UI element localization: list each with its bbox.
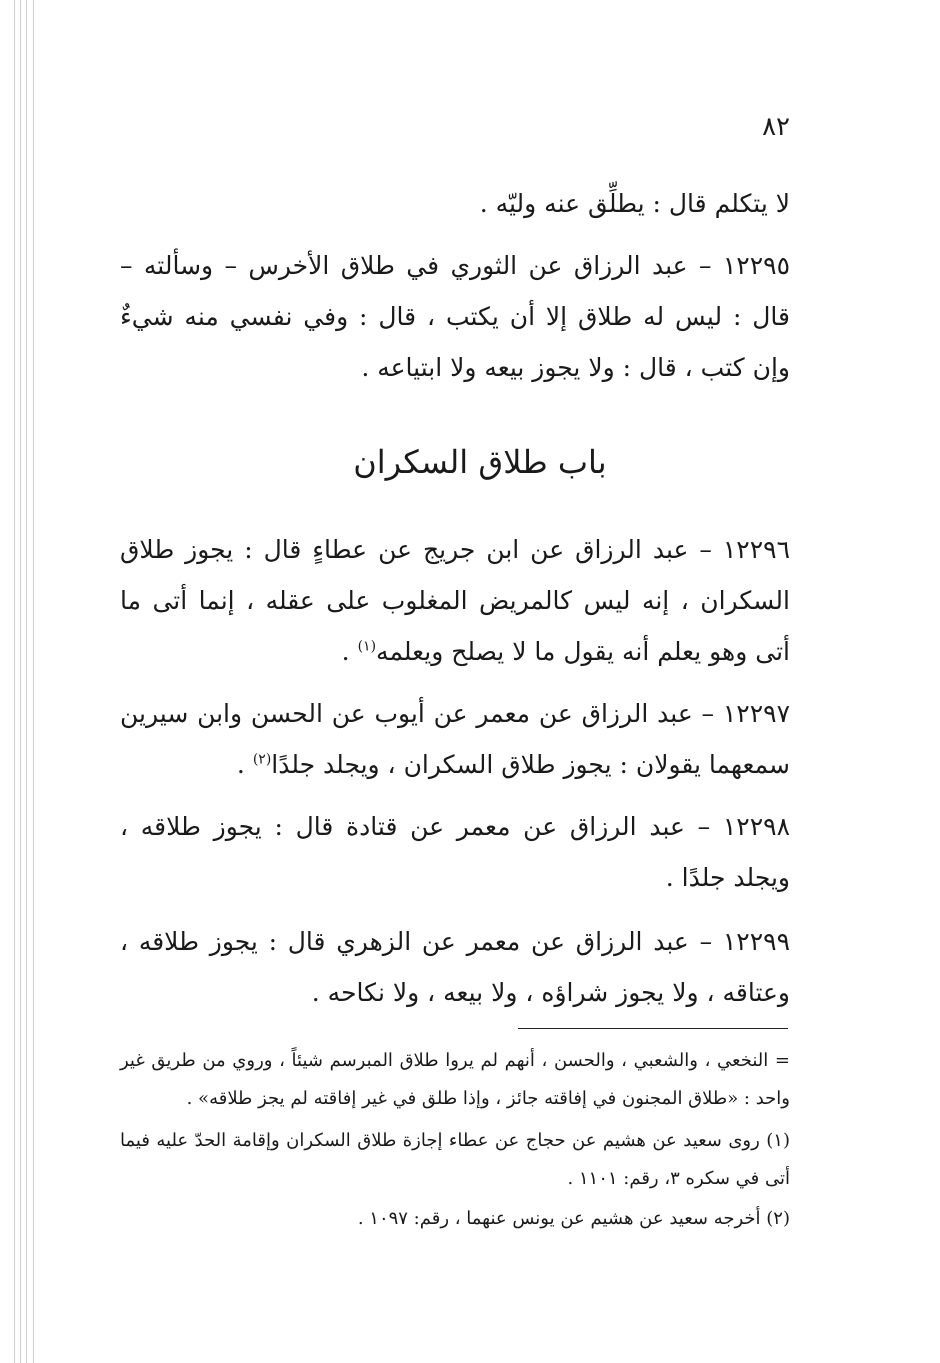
footnote-continuation: = النخعي ، والشعبي ، والحسن ، أنهم لم يروا طلاق المبرسم شيئاً ، وروي من طريق غير واحد : «طلاق المجنون في إفاقته جائز ، وإذا طلق في غير إفاقته لم يجز طلاقه» . (120, 1050, 790, 1109)
hadith-text: – عبد الرزاق عن الثوري في طلاق الأخرس – وسألته – قال : ليس له طلاق إلا أن يكتب ، قال : وفي نفسي منه شيءٌ وإن كتب ، قال : ولا يجوز بيعه ولا ابتياعه . (120, 251, 790, 382)
binding-line (14, 0, 15, 1363)
paragraph-12299 (120, 916, 790, 1018)
footnote-ref: (٢) (252, 751, 272, 768)
hadith-number: ١٢٢٩٧ (722, 699, 790, 728)
hadith-number: ١٢٢٩٦ (722, 535, 790, 564)
paragraph-12295 (120, 240, 790, 393)
sentence-end: . (236, 750, 253, 779)
footnote-ref: (١) (357, 638, 377, 655)
paragraph-12298 (120, 801, 790, 903)
binding-line (26, 0, 27, 1363)
binding-line (33, 0, 34, 1363)
sentence-end: . (341, 637, 358, 666)
hadith-number: ١٢٢٩٩ (722, 927, 791, 956)
footnote-1: (١) روى سعيد عن هشيم عن حجاج عن عطاء إجازة طلاق السكران وإقامة الحدّ عليه فيما أتى في سكره ٣، رقم: ١١٠١ . (120, 1130, 790, 1189)
chapter-heading: باب طلاق السكران (353, 443, 607, 481)
hadith-text: – عبد الرزاق عن معمر عن قتادة قال : يجوز طلاقه ، ويجلد جلدًا . (120, 812, 790, 892)
hadith-text: – عبد الرزاق عن معمر عن أيوب عن الحسن وابن سيرين سمعهما يقولان : يجوز طلاق السكران ، ويجلد جلدًا (120, 699, 790, 779)
hadith-text: – عبد الرزاق عن معمر عن الزهري قال : يجوز طلاقه ، وعتاقه ، ولا يجوز شراؤه ، ولا بيعه ، ولا نكاحه . (120, 927, 790, 1007)
intro-line: لا يتكلم قال : يطلِّق عنه وليّه . (479, 189, 790, 218)
footnote-separator (518, 1028, 788, 1029)
paragraph-12297 (120, 688, 790, 790)
hadith-number: ١٢٢٩٨ (722, 812, 790, 841)
hadith-text: – عبد الرزاق عن ابن جريج عن عطاءٍ قال : يجوز طلاق السكران ، إنه ليس كالمريض المغلوب على عقله ، إنما أتى ما أتى وهو يعلم أنه يقول ما لا يصلح ويعلمه (120, 535, 790, 666)
hadith-number: ١٢٢٩٥ (722, 251, 790, 280)
page-number: ٨٢ (762, 112, 790, 142)
paragraph-12296 (120, 524, 790, 677)
binding-line (20, 0, 21, 1363)
footnote-2: (٢) أخرجه سعيد عن هشيم عن يونس عنهما ، رقم: ١٠٩٧ . (357, 1208, 790, 1229)
